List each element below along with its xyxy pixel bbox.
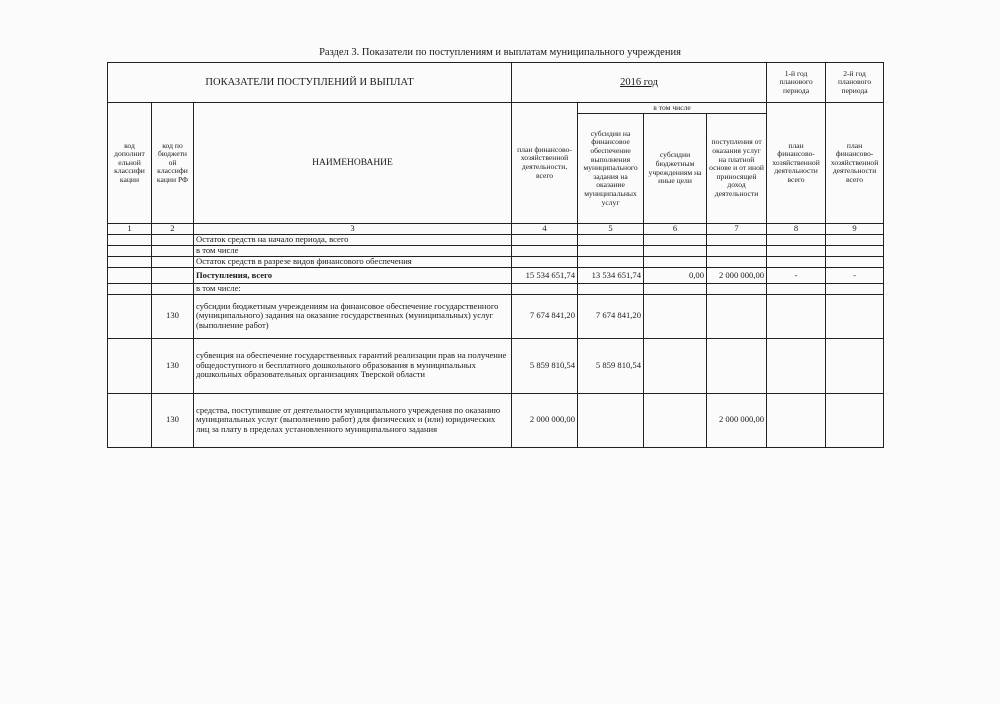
total-cell bbox=[512, 257, 578, 268]
sub-other-cell bbox=[644, 284, 707, 295]
table-row-total bbox=[108, 268, 884, 284]
p2-cell bbox=[826, 235, 884, 246]
p1-cell bbox=[767, 338, 826, 393]
total-cell bbox=[512, 246, 578, 257]
col3-header: НАИМЕНОВАНИЕ bbox=[194, 103, 512, 224]
paid-cell bbox=[707, 235, 767, 246]
col-number: 9 bbox=[826, 224, 884, 235]
name-cell: средства, поступившие от деятельности муниципального учреждения по оказанию муниципальных услуг (выполнению работ) для физических и (или) юридических лиц за плату в пределах установленного муниципального задания bbox=[194, 393, 512, 447]
code2-cell: 130 bbox=[152, 294, 194, 338]
name-cell: в том числе bbox=[194, 246, 512, 257]
period1-cell: 1-й год планового периода bbox=[767, 63, 826, 103]
table-row bbox=[108, 257, 884, 268]
p2-cell bbox=[826, 338, 884, 393]
p1-cell bbox=[767, 393, 826, 447]
name-cell: Поступления, всего bbox=[194, 268, 512, 284]
code2-cell: 130 bbox=[152, 393, 194, 447]
code2-cell bbox=[152, 235, 194, 246]
name-cell: Остаток средств в разрезе видов финансового обеспечения bbox=[194, 257, 512, 268]
code2-cell: 130 bbox=[152, 338, 194, 393]
code1-cell bbox=[108, 235, 152, 246]
sub-other-cell bbox=[644, 338, 707, 393]
sub-other-cell bbox=[644, 294, 707, 338]
col8-header: план финансово-хозяйственной деятельности всего bbox=[767, 103, 826, 224]
sub-task-cell bbox=[578, 257, 644, 268]
name-cell: субсидии бюджетным учреждениям на финансовое обеспечение государственного (муниципального) задания на оказание государственных (муниципальных) услуг (выполнение работ) bbox=[194, 294, 512, 338]
col5-header: субсидии на финансовое обеспечение выполнения муниципального задания на оказание муниципальных услуг bbox=[578, 114, 644, 224]
finance-table bbox=[107, 62, 884, 448]
total-cell: 7 674 841,20 bbox=[512, 294, 578, 338]
sub-other-cell: 0,00 bbox=[644, 268, 707, 284]
column-number-row bbox=[108, 224, 884, 235]
sub-task-cell: 13 534 651,74 bbox=[578, 268, 644, 284]
period2-cell: 2-й год планового периода bbox=[826, 63, 884, 103]
p1-cell bbox=[767, 257, 826, 268]
code1-cell bbox=[108, 393, 152, 447]
table-row bbox=[108, 294, 884, 338]
p1-cell bbox=[767, 246, 826, 257]
paid-cell: 2 000 000,00 bbox=[707, 393, 767, 447]
page-title: Раздел 3. Показатели по поступлениям и выплатам муниципального учреждения bbox=[319, 47, 681, 58]
sub-task-cell bbox=[578, 284, 644, 295]
code1-cell bbox=[108, 284, 152, 295]
p2-cell bbox=[826, 393, 884, 447]
total-cell: 15 534 651,74 bbox=[512, 268, 578, 284]
year-cell bbox=[512, 63, 767, 103]
col-number: 8 bbox=[767, 224, 826, 235]
in-that-number-header: в том числе bbox=[578, 103, 767, 114]
sub-task-cell bbox=[578, 393, 644, 447]
paid-cell: 2 000 000,00 bbox=[707, 268, 767, 284]
col-number: 5 bbox=[578, 224, 644, 235]
paid-cell bbox=[707, 257, 767, 268]
header-row-top bbox=[108, 63, 884, 103]
name-cell: Остаток средств на начало периода, всего bbox=[194, 235, 512, 246]
sub-task-cell: 5 859 810,54 bbox=[578, 338, 644, 393]
table-row bbox=[108, 338, 884, 393]
code2-cell bbox=[152, 284, 194, 295]
code1-cell bbox=[108, 257, 152, 268]
name-cell: субвенция на обеспечение государственных гарантий реализации прав на получение общедоступного и бесплатного дошкольного образования в муниципальных дошкольных образовательных организациях Тверской области bbox=[194, 338, 512, 393]
p1-cell bbox=[767, 284, 826, 295]
sub-task-cell: 7 674 841,20 bbox=[578, 294, 644, 338]
sub-task-cell bbox=[578, 246, 644, 257]
year-label: 2016 год bbox=[620, 76, 659, 88]
code1-cell bbox=[108, 268, 152, 284]
p2-cell bbox=[826, 294, 884, 338]
p2-cell bbox=[826, 246, 884, 257]
paid-cell bbox=[707, 284, 767, 295]
col1-header: код дополнит ельной классифи кации bbox=[108, 103, 152, 224]
table-row bbox=[108, 235, 884, 246]
col-number: 7 bbox=[707, 224, 767, 235]
col9-header: план финансово-хозяйственной деятельности всего bbox=[826, 103, 884, 224]
code1-cell bbox=[108, 338, 152, 393]
code2-cell bbox=[152, 257, 194, 268]
code2-cell bbox=[152, 268, 194, 284]
section-title-cell: ПОКАЗАТЕЛИ ПОСТУПЛЕНИЙ И ВЫПЛАТ bbox=[108, 63, 512, 103]
col-number: 3 bbox=[194, 224, 512, 235]
code1-cell bbox=[108, 246, 152, 257]
paid-cell bbox=[707, 294, 767, 338]
p1-cell bbox=[767, 294, 826, 338]
sub-other-cell bbox=[644, 393, 707, 447]
col-number: 6 bbox=[644, 224, 707, 235]
header-row-mid bbox=[108, 103, 884, 114]
col-number: 1 bbox=[108, 224, 152, 235]
sub-other-cell bbox=[644, 257, 707, 268]
col6-header: субсидии бюджетным учреждениям на иные цели bbox=[644, 114, 707, 224]
total-cell bbox=[512, 235, 578, 246]
p1-cell bbox=[767, 235, 826, 246]
total-cell: 2 000 000,00 bbox=[512, 393, 578, 447]
name-cell: в том числе: bbox=[194, 284, 512, 295]
p2-cell: - bbox=[826, 268, 884, 284]
paid-cell bbox=[707, 338, 767, 393]
p2-cell bbox=[826, 257, 884, 268]
sub-other-cell bbox=[644, 235, 707, 246]
code1-cell bbox=[108, 294, 152, 338]
total-cell bbox=[512, 284, 578, 295]
col7-header: поступления от оказания услуг на платной основе и от иной приносящей доход деятельности bbox=[707, 114, 767, 224]
table-row bbox=[108, 246, 884, 257]
paid-cell bbox=[707, 246, 767, 257]
p1-cell: - bbox=[767, 268, 826, 284]
col4-header: план финансово-хозяйственной деятельности, всего bbox=[512, 103, 578, 224]
code2-cell bbox=[152, 246, 194, 257]
col-number: 2 bbox=[152, 224, 194, 235]
table-row bbox=[108, 284, 884, 295]
sub-task-cell bbox=[578, 235, 644, 246]
sub-other-cell bbox=[644, 246, 707, 257]
table-row bbox=[108, 393, 884, 447]
total-cell: 5 859 810,54 bbox=[512, 338, 578, 393]
col-number: 4 bbox=[512, 224, 578, 235]
col2-header: код по бюджетн ой классифи кации РФ bbox=[152, 103, 194, 224]
p2-cell bbox=[826, 284, 884, 295]
